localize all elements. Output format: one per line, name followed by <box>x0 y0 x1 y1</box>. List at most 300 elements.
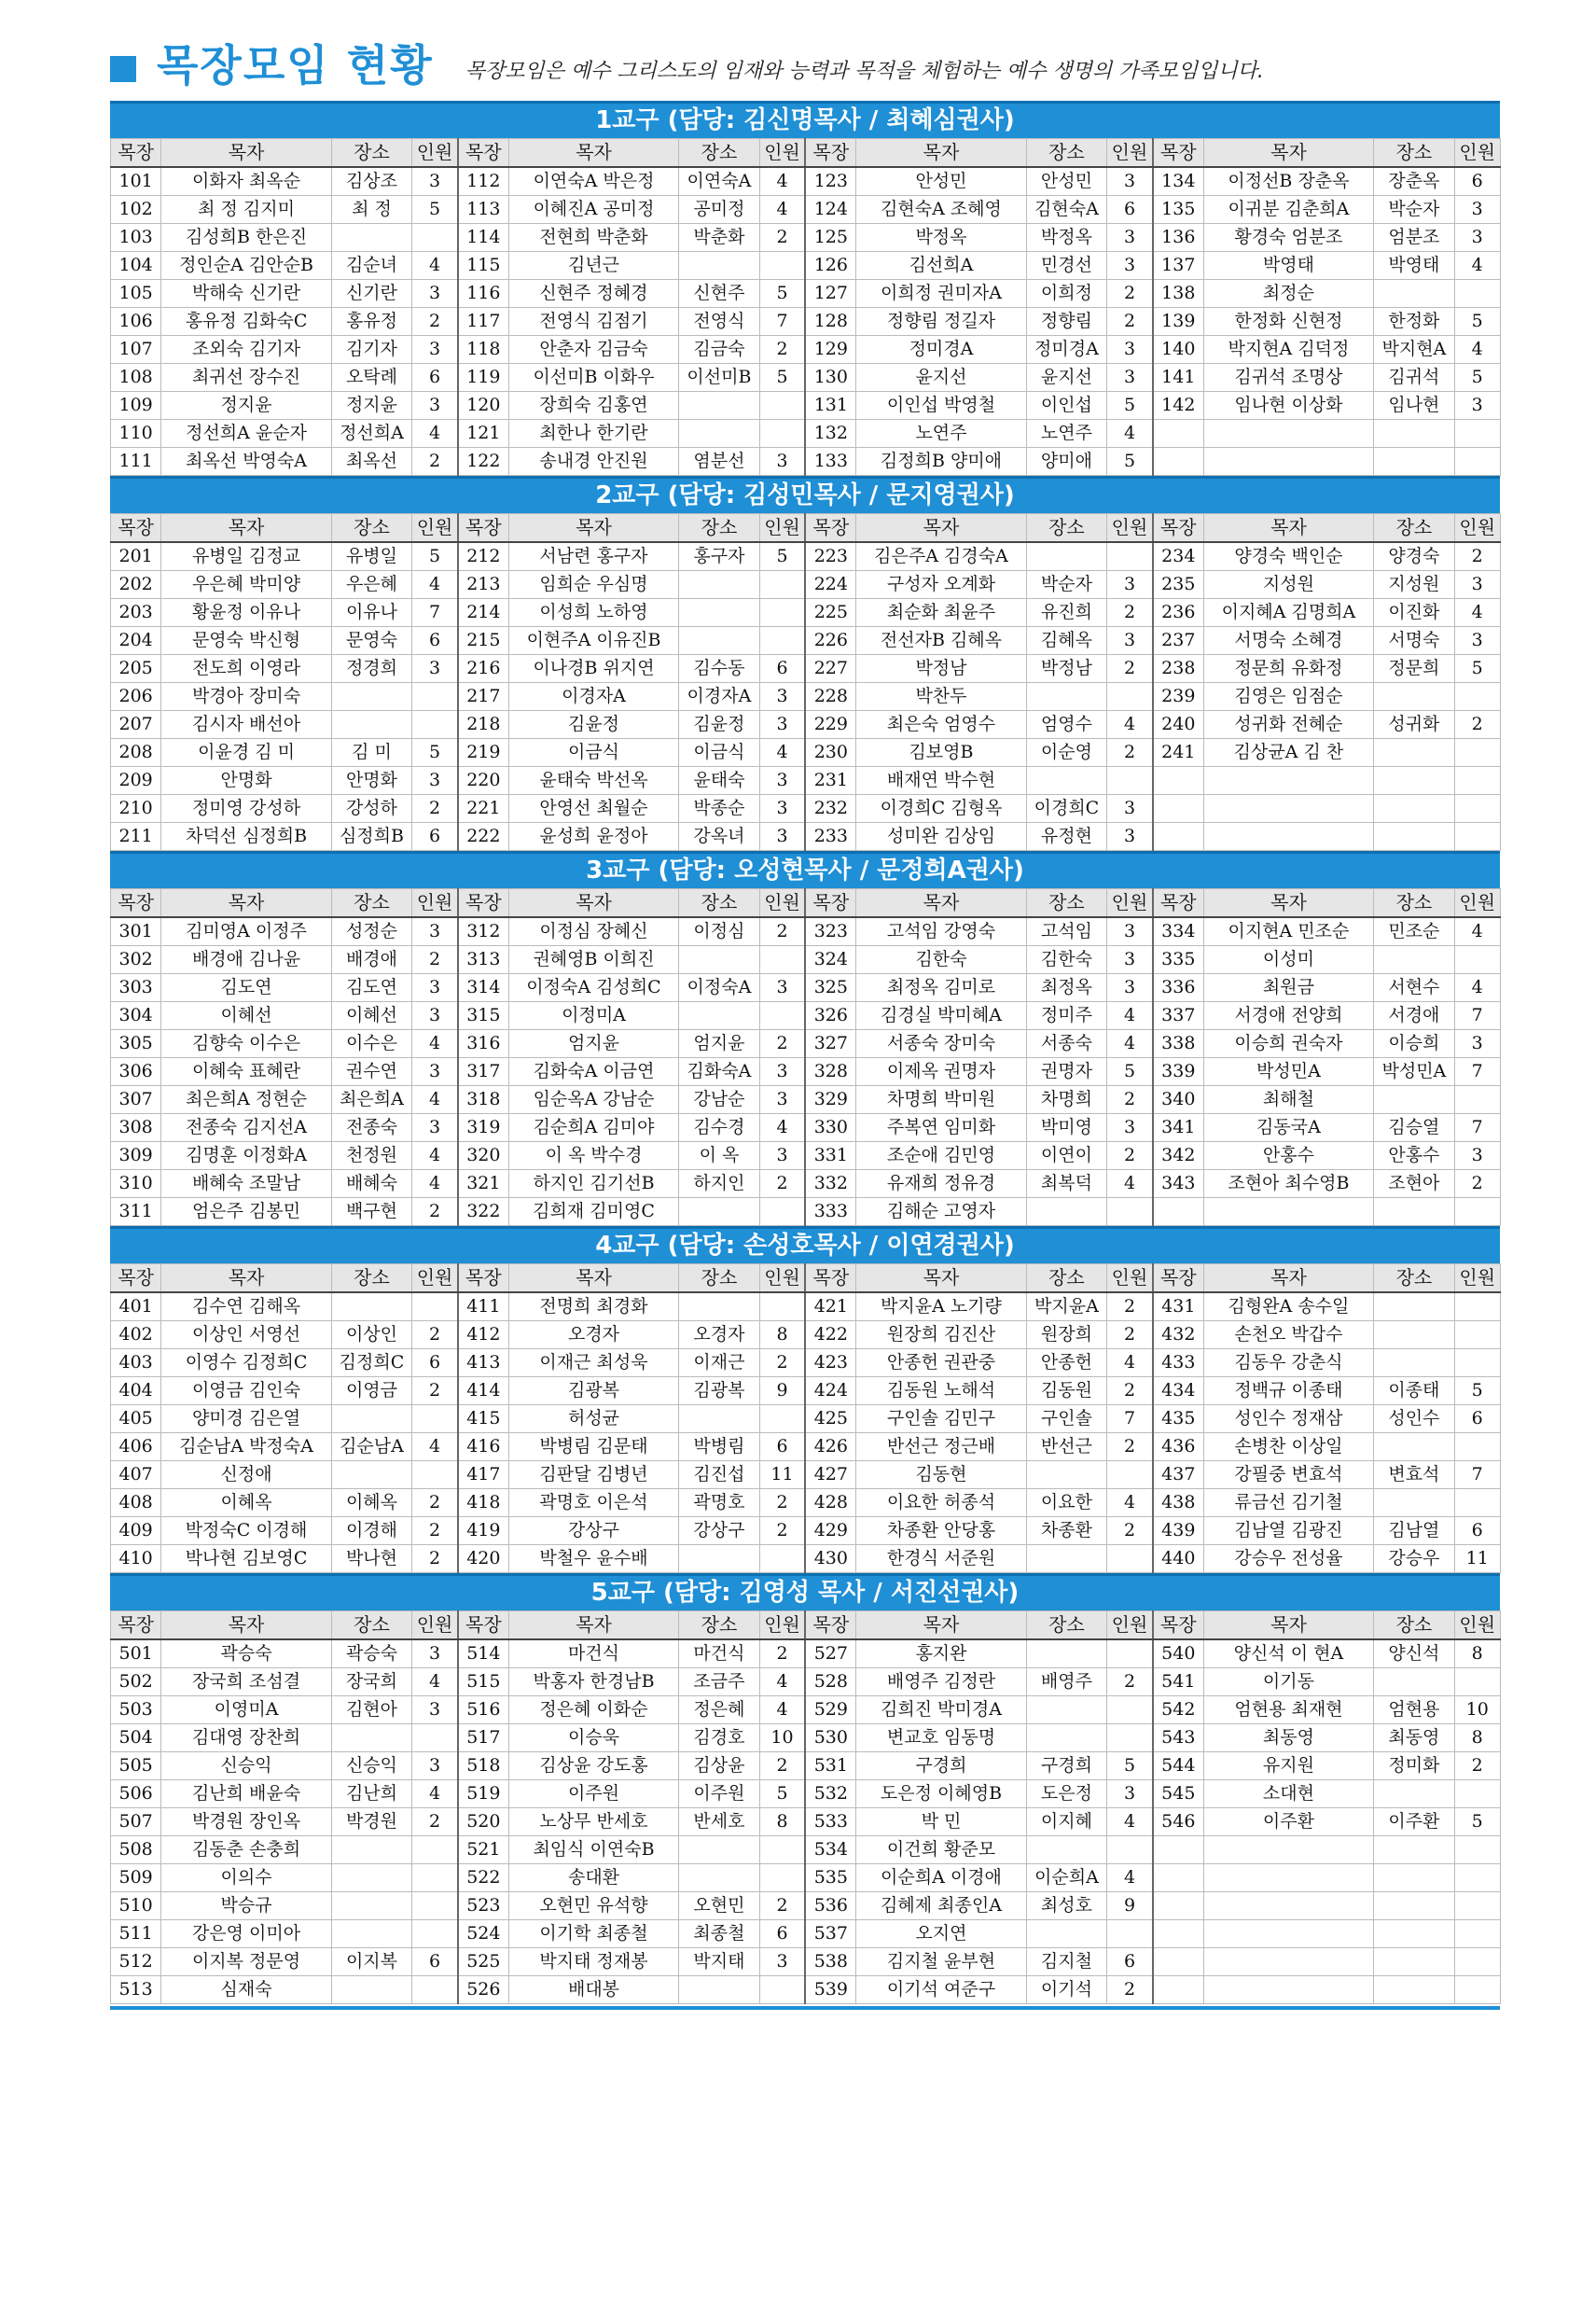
member-count <box>1107 1724 1153 1752</box>
meeting-place: 최성호 <box>1026 1892 1106 1920</box>
group-number: 240 <box>1153 711 1203 739</box>
group-number: 537 <box>805 1920 855 1948</box>
group-number: 413 <box>458 1349 508 1377</box>
column-header: 인원 <box>1454 1611 1500 1640</box>
member-count: 3 <box>1454 627 1500 655</box>
table-row <box>111 1836 1501 1864</box>
leader-names: 엄지윤 <box>508 1030 679 1058</box>
leader-names: 차덕선 심정희B <box>161 823 332 851</box>
leader-names: 김동우 강춘식 <box>1203 1349 1374 1377</box>
leader-names: 김귀석 조명상 <box>1203 364 1374 392</box>
column-header: 목자 <box>508 889 679 918</box>
group-number: 417 <box>458 1461 508 1489</box>
group-number: 133 <box>805 448 855 476</box>
group-number: 327 <box>805 1030 855 1058</box>
leader-names: 배영주 김정란 <box>856 1668 1027 1696</box>
leader-names: 정은혜 이화순 <box>508 1696 679 1724</box>
table-row <box>111 1780 1501 1808</box>
leader-names: 최정순 <box>1203 280 1374 308</box>
leader-names: 배대봉 <box>508 1976 679 2004</box>
meeting-place: 신승익 <box>331 1752 411 1780</box>
meeting-place: 이혜옥 <box>331 1489 411 1517</box>
leader-names: 박병림 김문태 <box>508 1433 679 1461</box>
column-header: 목자 <box>508 1611 679 1640</box>
group-number: 125 <box>805 224 855 252</box>
group-number: 141 <box>1153 364 1203 392</box>
meeting-place: 정문희 <box>1374 655 1454 683</box>
group-number: 333 <box>805 1198 855 1226</box>
group-number: 226 <box>805 627 855 655</box>
member-count: 5 <box>1107 448 1153 476</box>
meeting-place: 이경희C <box>1026 795 1106 823</box>
column-header: 목장 <box>458 1611 508 1640</box>
member-count: 5 <box>759 542 805 571</box>
meeting-place <box>679 392 759 420</box>
group-number: 321 <box>458 1170 508 1198</box>
member-count: 2 <box>1107 739 1153 767</box>
group-number: 110 <box>111 420 161 448</box>
member-count <box>759 1545 805 1573</box>
group-number: 542 <box>1153 1696 1203 1724</box>
member-count: 10 <box>1454 1696 1500 1724</box>
member-count: 9 <box>759 1377 805 1405</box>
meeting-place: 양미애 <box>1026 448 1106 476</box>
leader-names: 김선희A <box>856 252 1027 280</box>
meeting-place: 염분선 <box>679 448 759 476</box>
meeting-place <box>1026 1920 1106 1948</box>
district-table <box>110 513 1501 851</box>
page-subtitle: 목장모임은 예수 그리스도의 임재와 능력과 목적을 체험하는 예수 생명의 가족모임입니다. <box>465 60 1264 83</box>
meeting-place: 박경원 <box>331 1808 411 1836</box>
meeting-place: 배영주 <box>1026 1668 1106 1696</box>
group-number <box>1153 1836 1203 1864</box>
member-count <box>1454 1976 1500 2004</box>
group-number: 112 <box>458 167 508 196</box>
leader-names: 김현숙A 조혜영 <box>856 196 1027 224</box>
member-count: 4 <box>1107 1349 1153 1377</box>
leader-names: 정인순A 김안순B <box>161 252 332 280</box>
column-header: 장소 <box>1374 1264 1454 1293</box>
column-header: 인원 <box>1107 139 1153 168</box>
column-header: 목자 <box>1203 1611 1374 1640</box>
group-number: 522 <box>458 1864 508 1892</box>
member-count <box>759 420 805 448</box>
meeting-place: 김동원 <box>1026 1377 1106 1405</box>
member-count: 5 <box>759 280 805 308</box>
group-number: 330 <box>805 1114 855 1142</box>
meeting-place: 박미영 <box>1026 1114 1106 1142</box>
member-count <box>1107 1461 1153 1489</box>
leader-names: 박지현A 김덕정 <box>1203 336 1374 364</box>
meeting-place <box>1374 1349 1454 1377</box>
leader-names: 주복연 임미화 <box>856 1114 1027 1142</box>
meeting-place: 이경자A <box>679 683 759 711</box>
group-number: 203 <box>111 599 161 627</box>
table-row <box>111 420 1501 448</box>
member-count <box>412 1976 458 2004</box>
meeting-place <box>1374 823 1454 851</box>
leader-names: 김동춘 손충희 <box>161 1836 332 1864</box>
table-row <box>111 1292 1501 1321</box>
member-count: 2 <box>412 448 458 476</box>
column-header: 장소 <box>331 514 411 543</box>
meeting-place: 박춘화 <box>679 224 759 252</box>
leader-names: 김순남A 박정숙A <box>161 1433 332 1461</box>
group-number: 241 <box>1153 739 1203 767</box>
leader-names <box>1203 767 1374 795</box>
leader-names: 장희숙 김홍연 <box>508 392 679 420</box>
meeting-place <box>1026 683 1106 711</box>
meeting-place: 서명숙 <box>1374 627 1454 655</box>
leader-names: 유병일 김정교 <box>161 542 332 571</box>
group-number: 322 <box>458 1198 508 1226</box>
meeting-place <box>331 1864 411 1892</box>
column-header: 목자 <box>508 139 679 168</box>
table-row <box>111 1198 1501 1226</box>
table-row <box>111 683 1501 711</box>
member-count: 8 <box>759 1808 805 1836</box>
group-number: 511 <box>111 1920 161 1948</box>
leader-names: 조현아 최수영B <box>1203 1170 1374 1198</box>
group-number: 304 <box>111 1002 161 1030</box>
column-header: 인원 <box>1107 889 1153 918</box>
table-row <box>111 364 1501 392</box>
column-header: 장소 <box>331 139 411 168</box>
table-row <box>111 1058 1501 1086</box>
member-count <box>1107 767 1153 795</box>
meeting-place: 장춘옥 <box>1374 167 1454 196</box>
leader-names: 김화숙A 이금연 <box>508 1058 679 1086</box>
member-count: 2 <box>759 224 805 252</box>
meeting-place: 성귀화 <box>1374 711 1454 739</box>
group-number: 106 <box>111 308 161 336</box>
member-count: 7 <box>1454 1461 1500 1489</box>
meeting-place <box>1026 542 1106 571</box>
group-number: 328 <box>805 1058 855 1086</box>
member-count <box>759 1864 805 1892</box>
group-number: 332 <box>805 1170 855 1198</box>
meeting-place <box>679 1976 759 2004</box>
district-section <box>110 1226 1500 1573</box>
leader-names: 서남련 홍구자 <box>508 542 679 571</box>
table-row <box>111 1433 1501 1461</box>
bottom-rule <box>110 2006 1500 2010</box>
member-count <box>412 1920 458 1948</box>
table-row <box>111 627 1501 655</box>
leader-names: 김은주A 김경숙A <box>856 542 1027 571</box>
leader-names: 안종헌 권관중 <box>856 1349 1027 1377</box>
meeting-place: 차명희 <box>1026 1086 1106 1114</box>
group-number: 401 <box>111 1292 161 1321</box>
leader-names: 박승규 <box>161 1892 332 1920</box>
leader-names: 양미경 김은열 <box>161 1405 332 1433</box>
meeting-place <box>1374 739 1454 767</box>
group-number: 435 <box>1153 1405 1203 1433</box>
group-number: 510 <box>111 1892 161 1920</box>
group-number: 526 <box>458 1976 508 2004</box>
column-header: 인원 <box>1454 514 1500 543</box>
meeting-place: 이지복 <box>331 1948 411 1976</box>
district-table <box>110 1263 1501 1573</box>
group-number: 512 <box>111 1948 161 1976</box>
group-number: 227 <box>805 655 855 683</box>
meeting-place: 권수연 <box>331 1058 411 1086</box>
member-count: 4 <box>759 1696 805 1724</box>
leader-names: 유재희 정유경 <box>856 1170 1027 1198</box>
column-header: 인원 <box>412 1611 458 1640</box>
leader-names: 지성원 <box>1203 571 1374 599</box>
member-count: 2 <box>1107 1668 1153 1696</box>
group-number <box>1153 1920 1203 1948</box>
group-number: 220 <box>458 767 508 795</box>
column-header: 목자 <box>161 514 332 543</box>
member-count: 3 <box>412 280 458 308</box>
group-number: 325 <box>805 974 855 1002</box>
table-row <box>111 974 1501 1002</box>
leader-names: 이 옥 박수경 <box>508 1142 679 1170</box>
meeting-place: 강남순 <box>679 1086 759 1114</box>
member-count: 5 <box>759 364 805 392</box>
column-header: 인원 <box>1454 889 1500 918</box>
table-row <box>111 1142 1501 1170</box>
member-count: 2 <box>412 1517 458 1545</box>
meeting-place: 박영태 <box>1374 252 1454 280</box>
column-header: 장소 <box>1374 889 1454 918</box>
meeting-place: 김수경 <box>679 1114 759 1142</box>
leader-names: 김동현 <box>856 1461 1027 1489</box>
member-count: 2 <box>412 946 458 974</box>
meeting-place: 최옥선 <box>331 448 411 476</box>
group-number: 318 <box>458 1086 508 1114</box>
meeting-place <box>331 1724 411 1752</box>
group-number: 437 <box>1153 1461 1203 1489</box>
group-number: 508 <box>111 1836 161 1864</box>
member-count: 3 <box>1107 946 1153 974</box>
group-number: 343 <box>1153 1170 1203 1198</box>
column-header: 목자 <box>161 1611 332 1640</box>
group-number: 528 <box>805 1668 855 1696</box>
leader-names: 이경자A <box>508 683 679 711</box>
group-number: 539 <box>805 1976 855 2004</box>
leader-names: 전명희 최경화 <box>508 1292 679 1321</box>
leader-names: 장국희 조섬결 <box>161 1668 332 1696</box>
member-count <box>1454 683 1500 711</box>
leader-names: 윤지선 <box>856 364 1027 392</box>
leader-names <box>1203 1198 1374 1226</box>
meeting-place: 양신석 <box>1374 1639 1454 1668</box>
meeting-place: 조현아 <box>1374 1170 1454 1198</box>
leader-names: 김판달 김병년 <box>508 1461 679 1489</box>
member-count <box>1454 1349 1500 1377</box>
leader-names: 김영은 임점순 <box>1203 683 1374 711</box>
meeting-place <box>1374 1976 1454 2004</box>
group-number <box>1153 1864 1203 1892</box>
leader-names: 황경숙 엄분조 <box>1203 224 1374 252</box>
meeting-place <box>1026 1696 1106 1724</box>
meeting-place <box>1374 280 1454 308</box>
member-count <box>1454 1668 1500 1696</box>
member-count: 11 <box>1454 1545 1500 1573</box>
meeting-place: 엄지윤 <box>679 1030 759 1058</box>
column-header: 목장 <box>458 139 508 168</box>
meeting-place <box>331 711 411 739</box>
leader-names: 강은영 이미아 <box>161 1920 332 1948</box>
leader-names: 김광복 <box>508 1377 679 1405</box>
leader-names: 박경아 장미숙 <box>161 683 332 711</box>
column-header: 인원 <box>1454 1264 1500 1293</box>
column-header: 목장 <box>1153 139 1203 168</box>
district-header: 4교구 (담당: 손성호목사 / 이연경권사) <box>110 1226 1500 1263</box>
meeting-place: 최동영 <box>1374 1724 1454 1752</box>
member-count: 3 <box>759 767 805 795</box>
table-row <box>111 1948 1501 1976</box>
meeting-place: 반세호 <box>679 1808 759 1836</box>
member-count: 2 <box>759 336 805 364</box>
group-number: 410 <box>111 1545 161 1573</box>
meeting-place: 최정옥 <box>1026 974 1106 1002</box>
meeting-place <box>679 627 759 655</box>
group-number: 124 <box>805 196 855 224</box>
meeting-place <box>331 1892 411 1920</box>
meeting-place <box>331 1292 411 1321</box>
leader-names: 이주원 <box>508 1780 679 1808</box>
member-count: 4 <box>412 420 458 448</box>
leader-names: 김윤정 <box>508 711 679 739</box>
member-count: 4 <box>412 1030 458 1058</box>
table-row <box>111 1002 1501 1030</box>
table-row <box>111 655 1501 683</box>
column-header: 목자 <box>1203 139 1374 168</box>
member-count: 5 <box>1454 1808 1500 1836</box>
table-row <box>111 711 1501 739</box>
member-count: 3 <box>412 1114 458 1142</box>
leader-names: 오경자 <box>508 1321 679 1349</box>
meeting-place: 안명화 <box>331 767 411 795</box>
column-header: 목자 <box>856 889 1027 918</box>
group-number: 107 <box>111 336 161 364</box>
meeting-place: 민경선 <box>1026 252 1106 280</box>
table-header-row <box>111 1264 1501 1293</box>
member-count: 4 <box>412 1086 458 1114</box>
leader-names: 성귀화 전혜순 <box>1203 711 1374 739</box>
group-number: 519 <box>458 1780 508 1808</box>
meeting-place: 강상구 <box>679 1517 759 1545</box>
column-header: 목자 <box>1203 889 1374 918</box>
meeting-place: 김경호 <box>679 1724 759 1752</box>
group-number: 419 <box>458 1517 508 1545</box>
table-header-row <box>111 889 1501 918</box>
meeting-place: 구경희 <box>1026 1752 1106 1780</box>
leader-names: 정문희 유화정 <box>1203 655 1374 683</box>
group-number: 416 <box>458 1433 508 1461</box>
leader-names: 박해숙 신기란 <box>161 280 332 308</box>
group-number: 209 <box>111 767 161 795</box>
group-number: 422 <box>805 1321 855 1349</box>
meeting-place: 신기란 <box>331 280 411 308</box>
group-number: 109 <box>111 392 161 420</box>
leader-names: 임순옥A 강남순 <box>508 1086 679 1114</box>
member-count: 3 <box>412 767 458 795</box>
group-number: 521 <box>458 1836 508 1864</box>
meeting-place: 박나현 <box>331 1545 411 1573</box>
meeting-place: 박지태 <box>679 1948 759 1976</box>
leader-names: 정지윤 <box>161 392 332 420</box>
meeting-place <box>331 1920 411 1948</box>
group-number: 211 <box>111 823 161 851</box>
member-count <box>759 1198 805 1226</box>
leader-names <box>1203 1892 1374 1920</box>
member-count: 3 <box>759 1142 805 1170</box>
meeting-place: 홍구자 <box>679 542 759 571</box>
member-count: 2 <box>1107 1377 1153 1405</box>
leader-names: 손병찬 이상일 <box>1203 1433 1374 1461</box>
meeting-place: 서현수 <box>1374 974 1454 1002</box>
leader-names: 송대환 <box>508 1864 679 1892</box>
group-number: 423 <box>805 1349 855 1377</box>
member-count: 3 <box>412 1752 458 1780</box>
leader-names: 박 민 <box>856 1808 1027 1836</box>
group-number: 314 <box>458 974 508 1002</box>
member-count: 4 <box>1107 711 1153 739</box>
meeting-place: 정미화 <box>1374 1752 1454 1780</box>
member-count: 3 <box>759 974 805 1002</box>
leader-names: 차명희 박미원 <box>856 1086 1027 1114</box>
leader-names: 김희재 김미영C <box>508 1198 679 1226</box>
member-count <box>1454 1198 1500 1226</box>
leader-names: 김순희A 김미야 <box>508 1114 679 1142</box>
meeting-place <box>1026 1461 1106 1489</box>
meeting-place: 김윤정 <box>679 711 759 739</box>
district-section <box>110 1573 1500 2004</box>
leader-names: 전종숙 김지선A <box>161 1114 332 1142</box>
group-number: 234 <box>1153 542 1203 571</box>
member-count: 2 <box>1454 542 1500 571</box>
column-header: 장소 <box>1026 889 1106 918</box>
group-number: 339 <box>1153 1058 1203 1086</box>
leader-names: 강상구 <box>508 1517 679 1545</box>
meeting-place: 이혜선 <box>331 1002 411 1030</box>
meeting-place: 김귀석 <box>1374 364 1454 392</box>
meeting-place: 유진희 <box>1026 599 1106 627</box>
leader-names: 엄현용 최재현 <box>1203 1696 1374 1724</box>
meeting-place: 홍유정 <box>331 308 411 336</box>
group-number: 440 <box>1153 1545 1203 1573</box>
group-number: 134 <box>1153 167 1203 196</box>
leader-names: 김정희B 양미애 <box>856 448 1027 476</box>
leader-names: 김시자 배선아 <box>161 711 332 739</box>
group-number: 206 <box>111 683 161 711</box>
member-count: 3 <box>1107 1114 1153 1142</box>
table-row <box>111 599 1501 627</box>
group-number: 315 <box>458 1002 508 1030</box>
meeting-place: 전종숙 <box>331 1114 411 1142</box>
member-count <box>759 1405 805 1433</box>
leader-names: 서명숙 소혜경 <box>1203 627 1374 655</box>
leader-names: 강필중 변효석 <box>1203 1461 1374 1489</box>
leader-names: 양신석 이 현A <box>1203 1639 1374 1668</box>
group-number: 113 <box>458 196 508 224</box>
leader-names: 박영태 <box>1203 252 1374 280</box>
meeting-place: 곽승숙 <box>331 1639 411 1668</box>
group-number: 509 <box>111 1864 161 1892</box>
leader-names: 김향숙 이수은 <box>161 1030 332 1058</box>
column-header: 인원 <box>412 1264 458 1293</box>
table-row <box>111 1724 1501 1752</box>
member-count <box>759 946 805 974</box>
leader-names: 정향림 정길자 <box>856 308 1027 336</box>
member-count: 4 <box>412 1668 458 1696</box>
table-row <box>111 280 1501 308</box>
